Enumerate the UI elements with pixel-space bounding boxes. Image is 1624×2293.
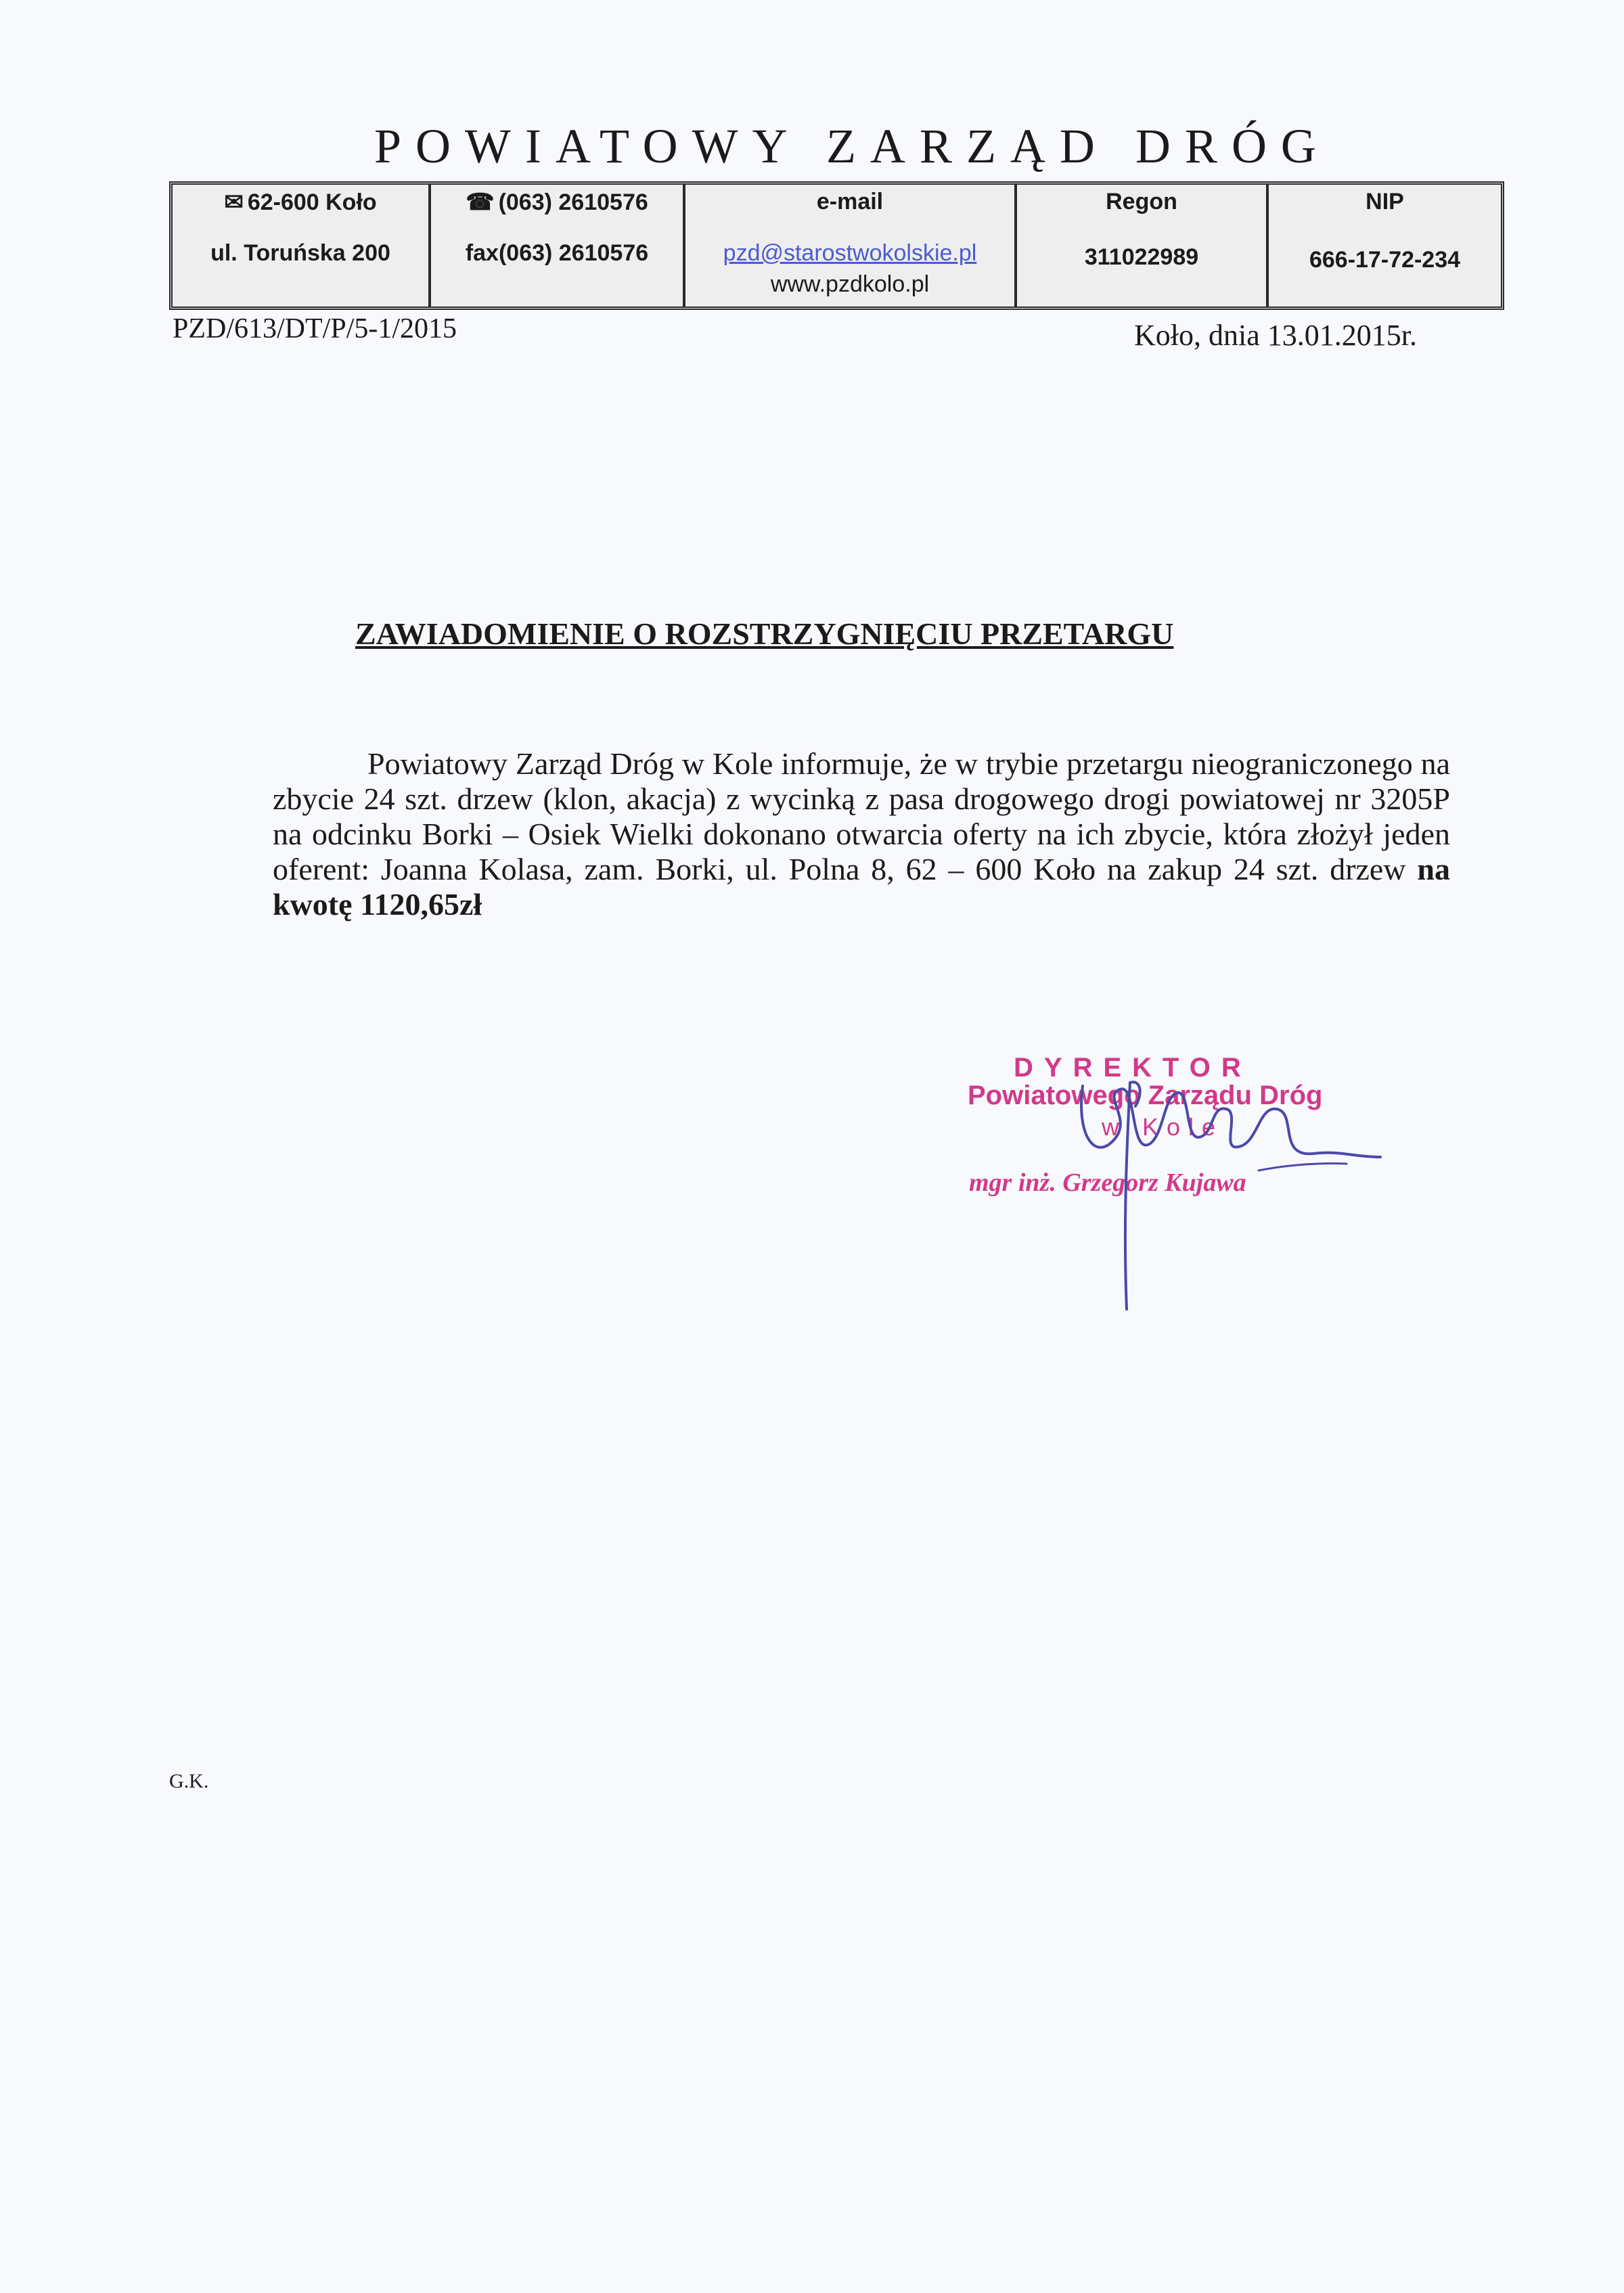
stamp-name: mgr inż. Grzegorz Kujawa (969, 1168, 1246, 1197)
phone-number: (063) 2610576 (498, 189, 648, 215)
nip-cell (1266, 185, 1501, 307)
email-cell (683, 185, 1014, 307)
reference-number: PZD/613/DT/P/5-1/2015 (173, 313, 457, 344)
email-link[interactable]: pzd@starostwokolskie.pl (723, 240, 977, 266)
nip-value: 666-17-72-234 (1309, 247, 1461, 273)
envelope-icon: ✉ (224, 189, 244, 215)
street-address: ul. Toruńska 200 (210, 240, 390, 266)
nip-label: NIP (1366, 189, 1404, 214)
notice-body (273, 746, 1450, 922)
regon-label: Regon (1106, 189, 1177, 214)
email-label: e-mail (816, 189, 884, 214)
address-cell (173, 185, 428, 307)
header-info-table (169, 181, 1504, 310)
telephone-icon: ☎ (466, 189, 495, 215)
stamp-organization: Powiatowego Zarządu Dróg (968, 1081, 1323, 1110)
stamp-place: w Kole (1102, 1113, 1224, 1141)
org-title: POWIATOWY ZARZĄD DRÓG (374, 119, 1330, 173)
website-link[interactable]: www.pzdkolo.pl (770, 271, 930, 297)
author-initials: G.K. (169, 1770, 209, 1792)
handwritten-signature (1056, 1055, 1407, 1313)
phone-cell (428, 185, 683, 307)
date-line: Koło, dnia 13.01.2015r. (1134, 319, 1417, 352)
stamp-title: DYREKTOR (1014, 1053, 1252, 1083)
fax-number: fax(063) 2610576 (465, 240, 649, 266)
notice-heading: ZAWIADOMIENIE O ROZSTRZYGNIĘCIU PRZETARGU (355, 616, 1174, 651)
regon-cell (1014, 185, 1266, 307)
notice-body-text: Powiatowy Zarząd Dróg w Kole informuje, że w trybie przetargu nieograniczonego na zbycie 24 szt. drzew (klon, akacja) z wycinką z pasa drogowego drogi powiatowej nr 3205P na odcinku Borki – Osiek Wielki dokonano otwarcia oferty na ich zbycie, która złożył jeden oferent: Joanna Kolasa, zam. Borki, ul. Polna 8, 62 – 600 Koło na zakup 24 szt. drzew (273, 746, 1450, 886)
postal-code: 62-600 Koło (247, 189, 377, 215)
notice-amount: na kwotę 1120,65zł (273, 852, 1450, 922)
regon-value: 311022989 (1084, 244, 1199, 270)
